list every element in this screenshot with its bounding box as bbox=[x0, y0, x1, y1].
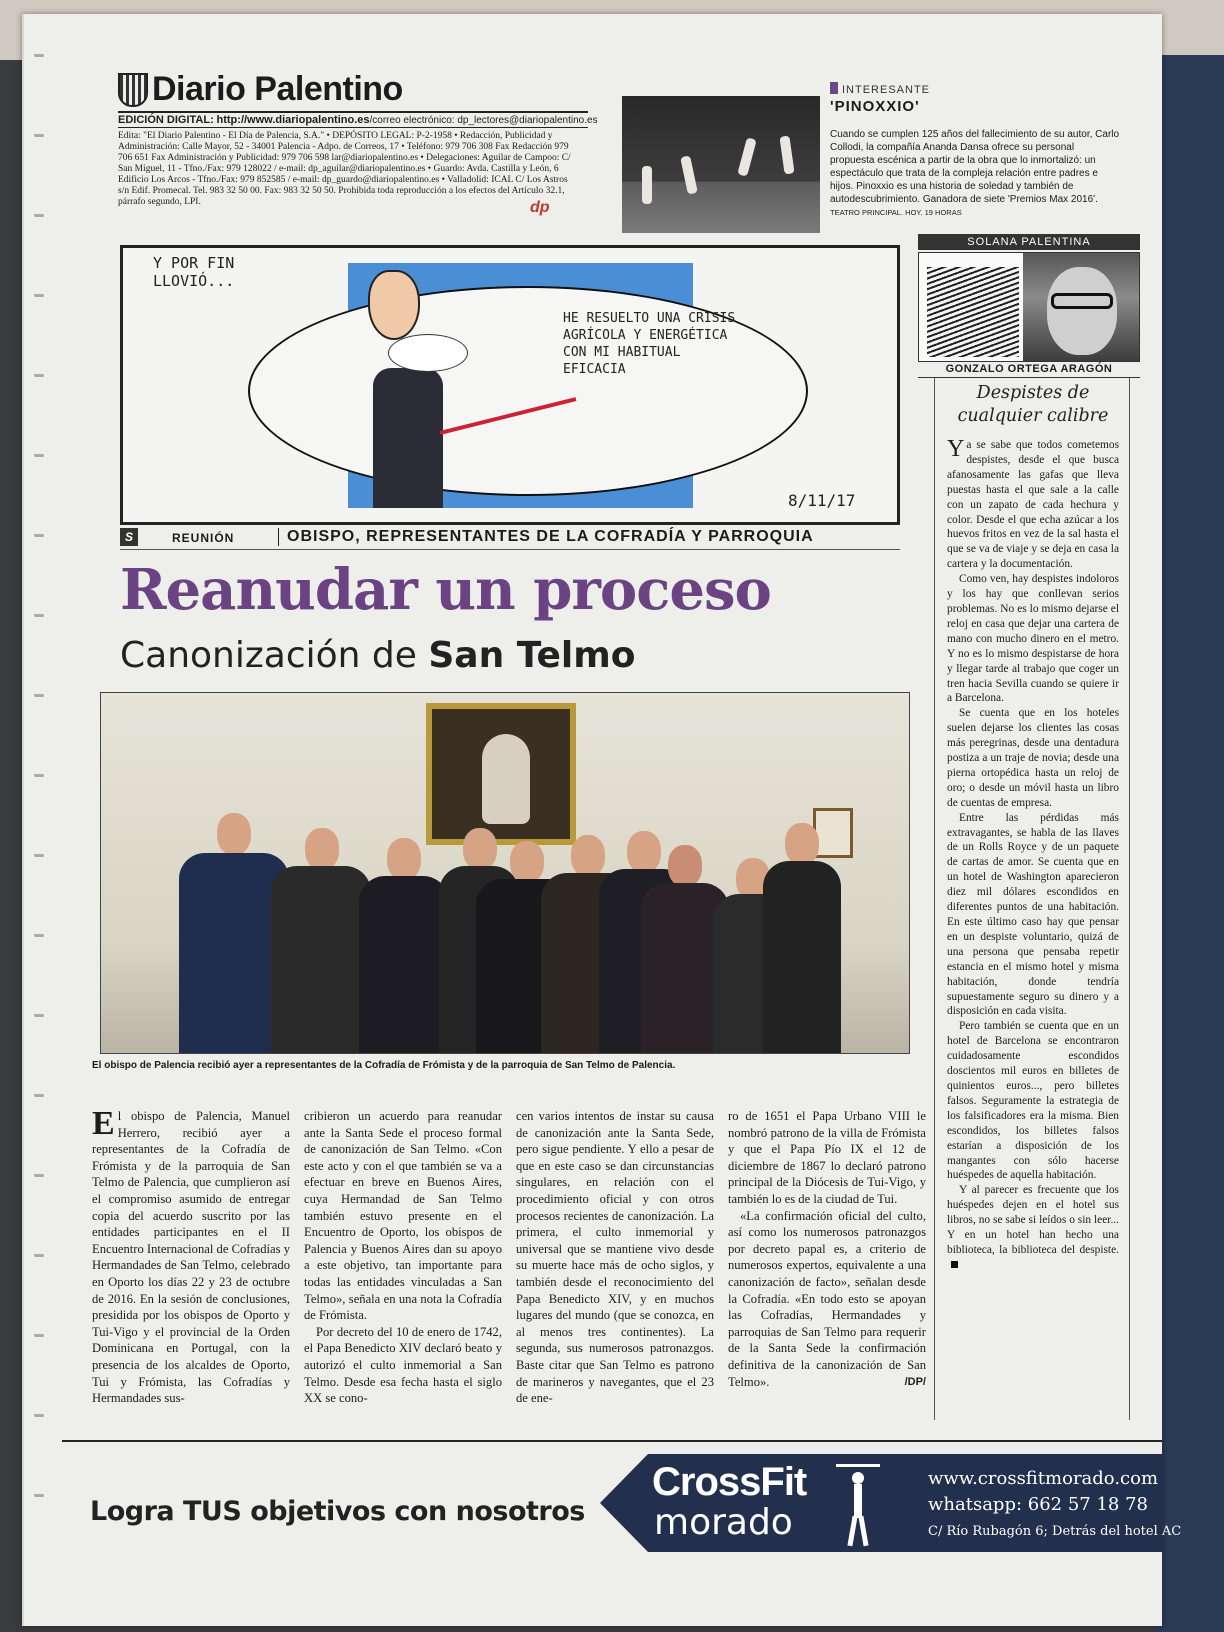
pinoxxio-meta: TEATRO PRINCIPAL. HOY. 19 HORAS bbox=[830, 208, 962, 217]
edition-label: EDICIÓN DIGITAL: bbox=[118, 114, 214, 126]
opinion-column bbox=[934, 378, 1130, 1420]
column-title: Despistes de cualquier calibre bbox=[957, 383, 1109, 426]
edition-email[interactable]: /correo electrónico: dp_lectores@diariopalentino.es bbox=[369, 115, 598, 126]
article-paragraph: Por decreto del 10 de enero de 1742, el Papa Benedicto XIV declaró beato y autorizó el culto inmemorial a San Telmo. Desde esa fecha hasta el siglo XX se cono- bbox=[304, 1324, 502, 1406]
article-dropcap: E bbox=[92, 1105, 115, 1142]
masthead-title: Diario Palentino bbox=[152, 70, 403, 108]
article-column-3 bbox=[516, 1108, 714, 1407]
column-paragraph: Se cuenta que en los hoteles suelen dejarse los clientes las cosas más peregrinas, desde una dentadura postiza a un traje de novia; desde una pierna ortopédica hasta un reloj de oro; o desde un móvil hasta un libro de cuentas de empresa. bbox=[947, 707, 1119, 809]
article-signature: /DP/ bbox=[904, 1375, 926, 1388]
article-paragraph: ro de 1651 el Papa Urbano VIII le nombró patrono de la villa de Frómista y que el Papa Pío IX el 12 de diciembre de 1867 lo declaró patrono principal de la Diócesis de Tui-Vigo, y también lo es de la ciudad de Tui. bbox=[728, 1109, 926, 1206]
church-drawing bbox=[927, 267, 1019, 357]
column-paragraph: Y al parecer es frecuente que los huéspedes dejen en el hotel sus libros, no se sabe si leídos o sin leer... Y en un hotel han hecho una biblioteca, la biblioteca del despiste. bbox=[947, 1183, 1119, 1272]
photo-caption: El obispo de Palencia recibió ayer a representantes de la Cofradía de Frómista y de la parroquia de San Telmo de Palencia. bbox=[92, 1060, 676, 1071]
cartoon-date: 8/11/17 bbox=[788, 491, 856, 510]
section-bar bbox=[120, 528, 900, 550]
article-body bbox=[92, 1105, 928, 1426]
article-column-4 bbox=[728, 1108, 926, 1390]
person bbox=[763, 823, 841, 1053]
article-paragraph: cen varios intentos de instar su causa de canonización ante la Santa Sede, pero sigue pendiente. Y ello a pesar de que en este caso se dan circunstancias singulares, en relación con el procedimiento oficial y con otros procesos recientes de canonización. La primera, el culto inmemorial y universal que se mantiene vivo desde su muerte hace más de ocho siglos, y también desde el reconocimiento del Papa Benedicto XIV, y en muchos lugares del mundo (que se conozca, en al menos tres continentes). La segunda, sus numerosos patronazgos. Baste citar que San Telmo es patrono de marineros y navegantes, que el 23 de ene- bbox=[516, 1109, 714, 1406]
ad-phone[interactable]: whatsapp: 662 57 18 78 bbox=[928, 1494, 1148, 1515]
article-photo bbox=[100, 692, 910, 1054]
page-rule bbox=[62, 1440, 1162, 1442]
section-square-icon bbox=[830, 82, 838, 94]
edition-url[interactable]: http://www.diariopalentino.es bbox=[216, 114, 370, 126]
cartoon-figure-head bbox=[368, 270, 420, 340]
cartoon-figure-body bbox=[373, 368, 443, 508]
ad-slogan: Logra TUS objetivos con nosotros bbox=[90, 1496, 585, 1527]
subhead-light: Canonización de bbox=[120, 635, 417, 676]
coat-of-arms-icon bbox=[118, 73, 148, 107]
cartoon-caption: Y POR FIN LLOVIÓ... bbox=[153, 254, 235, 290]
cartoon-speech: HE RESUELTO UNA CRISIS AGRÍCOLA Y ENERGÉTICA CON MI HABITUAL EFICACIA bbox=[563, 311, 736, 377]
article-paragraph: «La confirmación oficial del culto, así como los numerosos patronazgos por decreto papal es, a criterio de numerosos expertos, equivalente a una canonización de facto», señalan desde la Cofradía. «En todo esto se apoyan las Cofradías, Hermandades y parroquias de San Telmo para requerir de la Santa Sede la confirmación definitiva de la canonización de San Telmo». /DP/ bbox=[728, 1208, 926, 1389]
pinoxxio-title: 'PINOXXIO' bbox=[830, 98, 920, 115]
masthead bbox=[118, 70, 598, 208]
column-paragraph: Entre las pérdidas más extravagantes, se habla de las llaves de un Rolls Royce y de un paquete de cartas de amor. Se cuenta que en un hotel de Washington aparecieron diez mil dólares escondidos en diferentes puntos de una habitación. En este último caso hay que pensar en un despiste voluntario, quizá de una persona que pensaba repetir estancia en el mismo hotel y misma habitación, donde tendría supuestamente seguro su dinero y a disposición en cada visita. bbox=[947, 811, 1119, 1018]
pinoxxio-body bbox=[830, 128, 1120, 219]
religious-painting bbox=[426, 703, 576, 845]
article-column-2 bbox=[304, 1108, 502, 1407]
column-dropcap: Y bbox=[947, 436, 965, 462]
solana-section-header: SOLANA PALENTINA bbox=[918, 234, 1140, 250]
end-mark-icon bbox=[951, 1261, 958, 1268]
column-paragraph: Como ven, hay despistes indoloros y los hay que conllevan serios problemas. No es lo mismo dejarse el reloj en casa que dejar una cartera de mano con mucho dinero en el metro. Y no es lo mismo despistarse de hora y llegar tarde al trabajo que coger un tren hacia Sevilla cuando se quiere ir a Barcelona. bbox=[947, 573, 1119, 705]
column-text bbox=[947, 438, 1119, 1273]
column-paragraph: Pero también se cuenta que en un hotel de Barcelona se encontraron cuidadosamente escondidos doscientos mil euros en billetes de quinientos euros..., pero billetes falsos. Seguramente la estrategia de los falsificadores era la misma. Bien escondidos, los billetes falsos estarían a disposición de los mangantes con sólo hacerse huéspedes de aquella habitación. bbox=[947, 1020, 1119, 1182]
masthead-edition bbox=[118, 111, 598, 128]
person bbox=[271, 828, 371, 1053]
article-subhead bbox=[120, 635, 900, 676]
crossfit-advertisement bbox=[62, 1446, 1182, 1566]
dp-logo: dp bbox=[530, 199, 550, 216]
cartoon-figure-beard bbox=[388, 334, 468, 372]
section-logo: S bbox=[120, 528, 138, 546]
binder-cover bbox=[1154, 55, 1224, 1632]
ad-brand-bottom: morado bbox=[654, 1502, 793, 1543]
article-paragraph: l obispo de Palencia, Manuel Herrero, recibió ayer a representantes de la Cofradía de Frómista y de la parroquia de San Telmo de Palencia, que cumplieron así el compromiso asumido de entregar copia del acuerdo suscrito por las entidades participantes en el II Encuentro Internacional de Cofradías y Hermandades de San Telmo, celebrado en Oporto los días 22 y 23 de octubre de 2016. En la sesión de conclusiones, presidida por los obispos de Oporto y Tui-Vigo y el provincial de la Orden Dominicana en Portugal, con la presencia de los alcaldes de Oporto, Tui y Frómista, las Cofradías y Hermandades sus- bbox=[92, 1109, 290, 1406]
weightlifter-icon bbox=[846, 1464, 870, 1546]
pinoxxio-photo bbox=[622, 96, 820, 233]
article-column-1 bbox=[92, 1105, 290, 1407]
ad-website[interactable]: www.crossfitmorado.com bbox=[928, 1468, 1159, 1489]
article-paragraph: cribieron un acuerdo para reanudar ante la Santa Sede el proceso formal de canonización de San Telmo. «Con este acto y con el que también se va a efectuar en breve en Buenos Aires, cuya Hermandad de San Telmo también estuvo presente en el Encuentro de Oporto, los obispos de Palencia y Buenos Aires dan su apoyo a este objetivo, tan importante para todas las entidades vinculadas a San Telmo», señala en una nota la Cofradía de Frómista. bbox=[304, 1109, 502, 1323]
pinoxxio-text: Cuando se cumplen 125 años del fallecimiento de su autor, Carlo Collodi, la compañía Ananda Dansa ofrece su personal propuesta escénica a partir de la obra que lo inmortalizó: un espectáculo que trata de la compleja relación entre padres e hijos. Pinoxxio es una historia de soledad y también de autodescubrimiento. Ganadora de siete 'Premios Max 2016'. bbox=[830, 129, 1120, 205]
masthead-credits: Edita: "El Diario Palentino - El Día de Palencia, S.A." • DEPÓSITO LEGAL: P-2-1958 • Redacción, Publicidad y Administración: Calle Mayor, 52 - 34001 Palencia - Adpo. de Correos, 17 • Teléfono: 979 706 308 Fax Redacción 979 706 651 Fax Administración y Publicidad: 979 706 598 lar@diariopalentino.es • Delegaciones: Aguilar de Campoo: C/ San Miguel, 11 - Tfno./Fax: 979 128022 / e-mail: dp_aguilar@diariopalentino.es • Guardo: Avda. Castilla y León, 6 Edificio Los Arcos - Tfno./Fax: 979 852585 / e-mail: dp_guardo@diariopalentino.es • Valladolid: ICAL C/ Los Astros s/n Edif. Promecal. Tel. 983 32 50 00. Fax: 983 32 50 50. Prohibida toda reproducción a los efectos del Artículo 32.1, párrafo segundo, LPI. bbox=[118, 131, 571, 207]
section-label: REUNIÓN bbox=[172, 531, 235, 545]
page-edge bbox=[28, 54, 52, 1614]
article-headline: Reanudar un proceso bbox=[120, 557, 771, 623]
pinoxxio-header bbox=[830, 82, 1120, 115]
pinoxxio-kicker: INTERESANTE bbox=[830, 82, 1120, 96]
person bbox=[359, 838, 449, 1053]
ad-address: C/ Río Rubagón 6; Detrás del hotel AC bbox=[928, 1524, 1182, 1539]
author-portrait bbox=[1023, 253, 1140, 362]
section-topic: OBISPO, REPRESENTANTES DE LA COFRADÍA Y PARROQUIA bbox=[278, 528, 814, 546]
columnist-photo bbox=[918, 252, 1140, 362]
columnist-name: GONZALO ORTEGA ARAGÓN bbox=[918, 363, 1140, 378]
editorial-cartoon bbox=[120, 245, 900, 525]
subhead-bold: San Telmo bbox=[428, 635, 636, 676]
column-paragraph: a se sabe que todos cometemos despistes, desde el que busca afanosamente las gafas que lleva puestas hasta el que sale a la calle con un zapato de cada hechura y color. Desde el que echa azúcar a los huevos fritos en vez de la sal hasta el que se va de viaje y se deja en casa la cartera y la documentación. bbox=[947, 439, 1119, 571]
ad-brand-top: CrossFit bbox=[652, 1460, 807, 1504]
